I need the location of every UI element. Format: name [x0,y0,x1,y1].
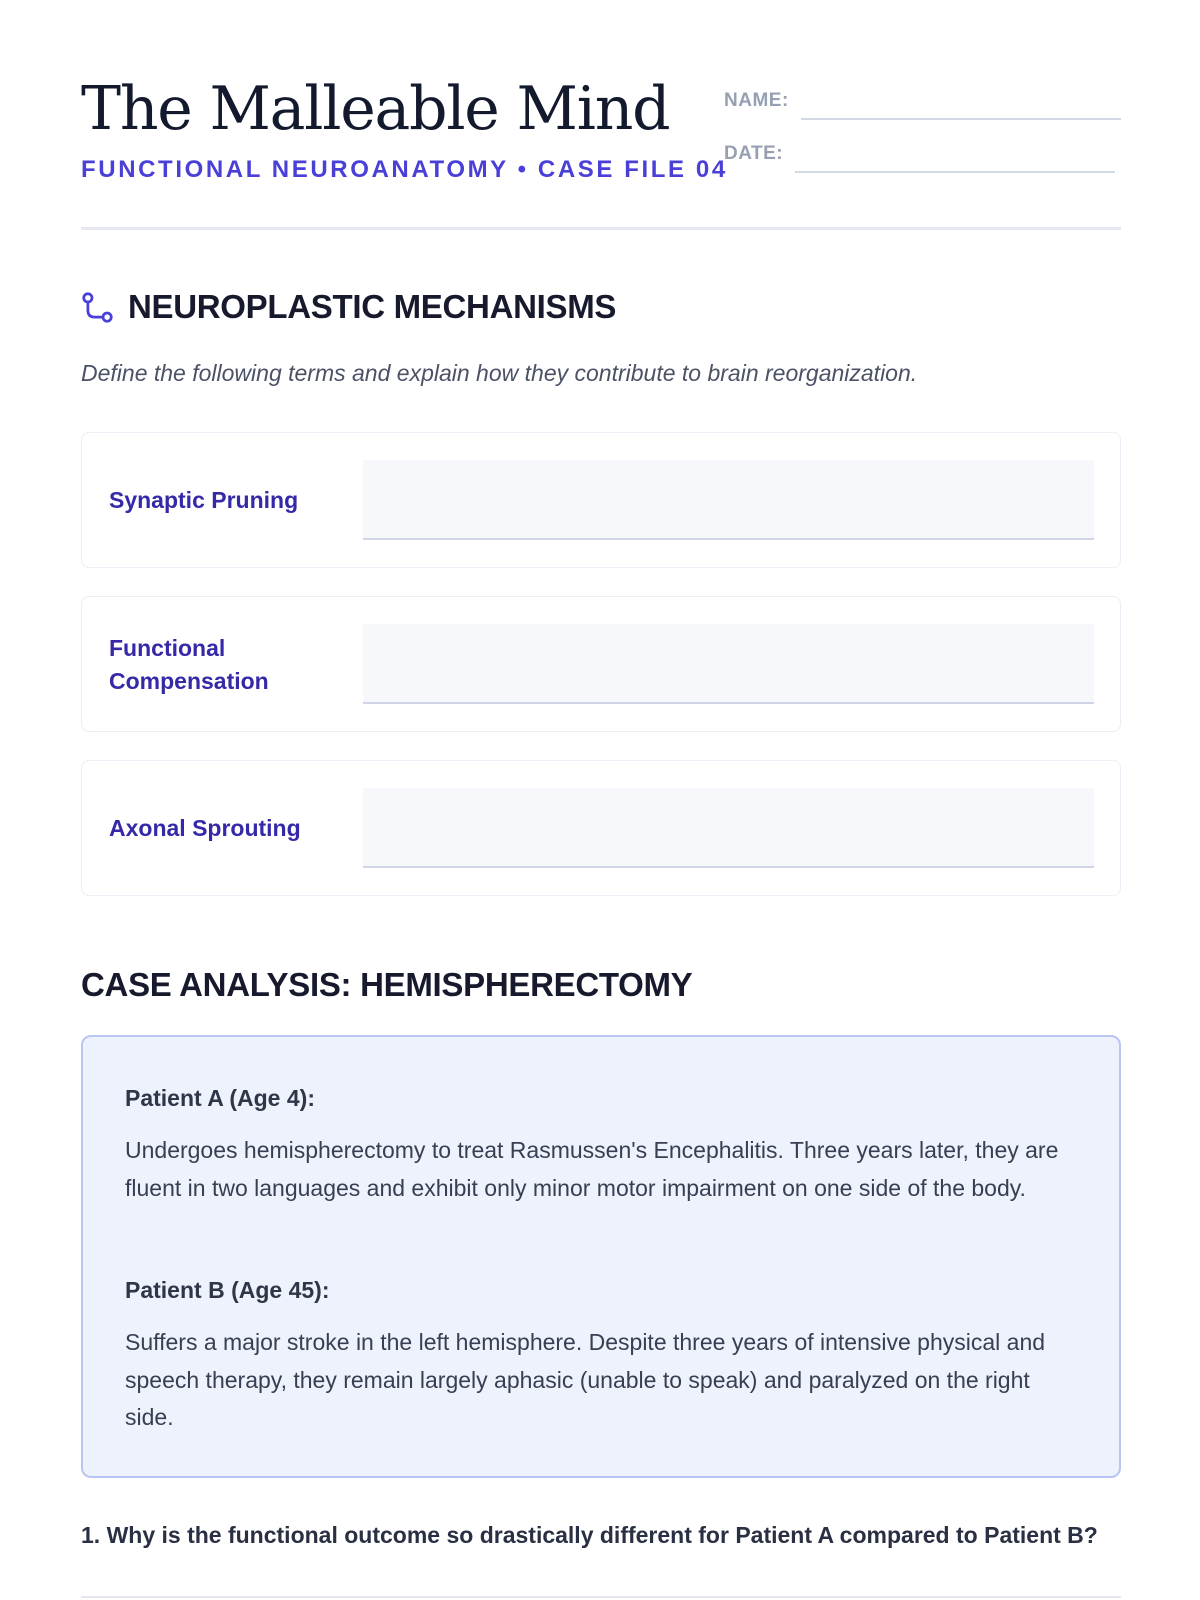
term-answer-field[interactable] [363,460,1094,540]
name-label: NAME: [724,90,789,111]
patient-a-label: Patient A (Age 4): [125,1085,315,1111]
date-field[interactable] [795,171,1115,173]
worksheet-title: The Malleable Mind [81,74,670,144]
question-1: 1. Why is the functional outcome so drastically different for Patient A compared to Patient B? [81,1522,1098,1548]
term-label: Axonal Sprouting [109,815,301,841]
patient-b-text: Suffers a major stroke in the left hemisphere. Despite three years of intensive physical and speech therapy, they remain largely aphasic (unable to speak) and paralyzed on the right side. [125,1329,1046,1430]
section-instructions: Define the following terms and explain how they contribute to brain reorganization. [81,360,918,386]
route-icon [81,291,114,324]
worksheet-subtitle: FUNCTIONAL NEUROANATOMY • CASE FILE 04 [81,156,728,183]
term-label: Synaptic Pruning [109,487,299,513]
term-answer-field[interactable] [363,788,1094,868]
term-label: Functional Compensation [109,635,269,694]
answer-line[interactable] [81,1596,1121,1598]
term-card-axonal-sprouting [81,760,1121,896]
case-title: CASE ANALYSIS: HEMISPHERECTOMY [81,966,693,1003]
term-answer-field[interactable] [363,624,1094,704]
case-box [81,1035,1121,1478]
header-divider [81,227,1121,230]
section-title: NEUROPLASTIC MECHANISMS [128,288,617,325]
term-card-synaptic-pruning [81,432,1121,568]
name-field[interactable] [801,118,1121,120]
date-label: DATE: [724,143,784,164]
patient-b-label: Patient B (Age 45): [125,1277,330,1303]
term-card-functional-compensation [81,596,1121,732]
patient-a-text: Undergoes hemispherectomy to treat Rasmussen's Encephalitis. Three years later, they are fluent in two languages and exhibit only minor motor impairment on one side of the body. [125,1137,1059,1201]
